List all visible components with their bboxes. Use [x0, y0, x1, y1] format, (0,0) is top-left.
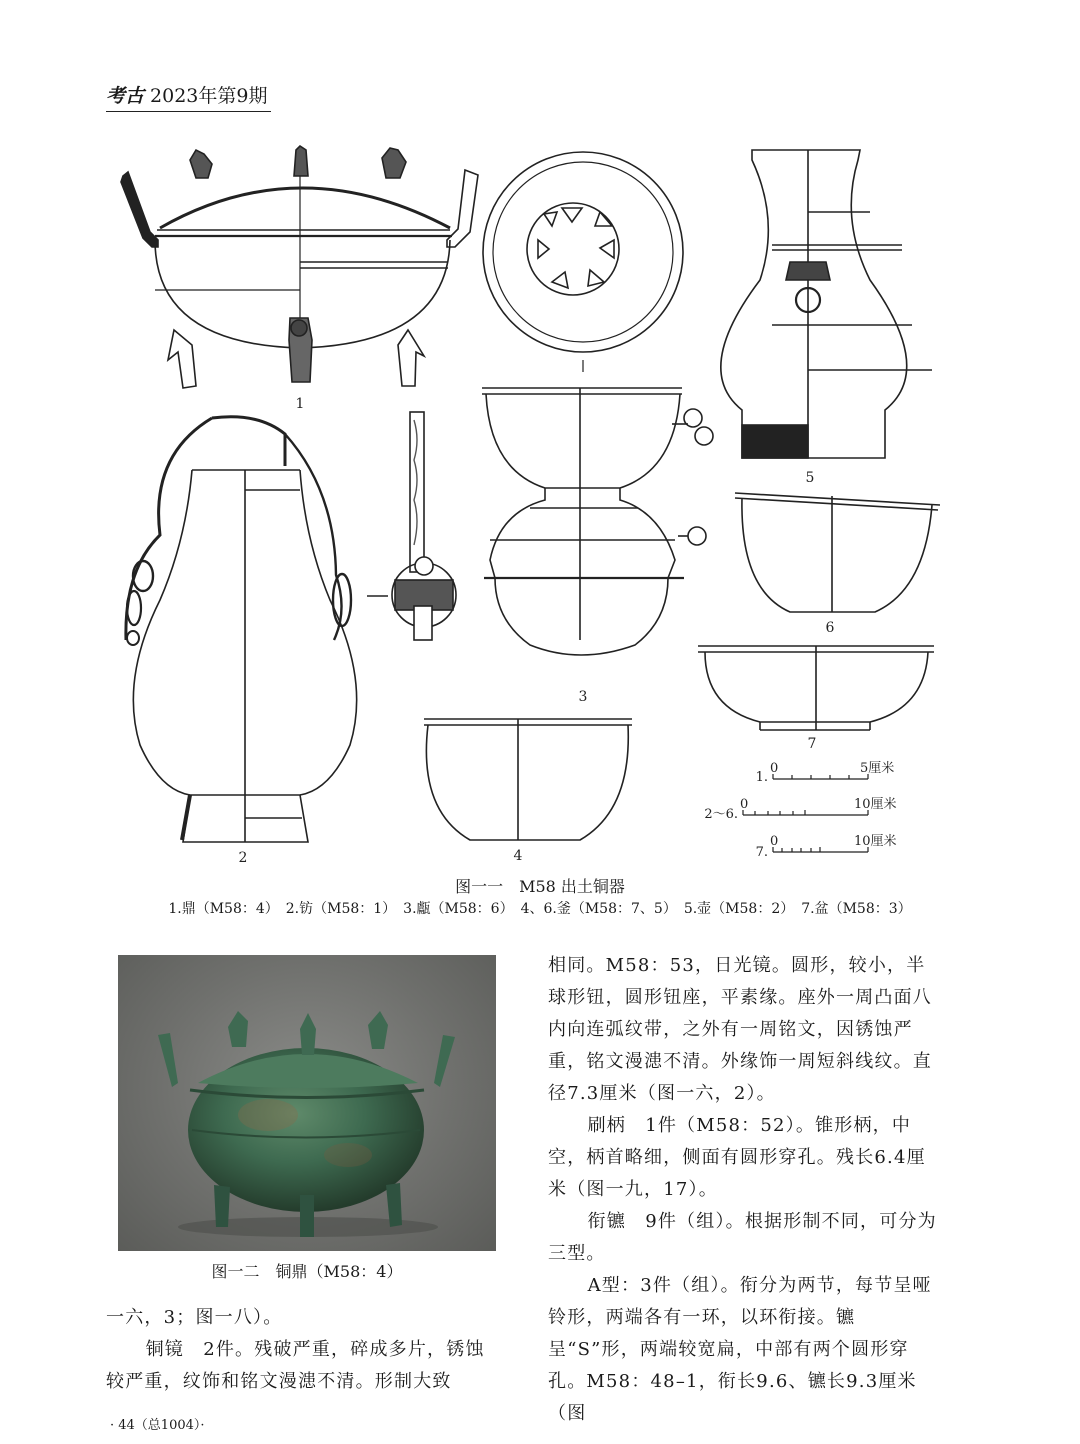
drawing-handle-detail	[367, 412, 456, 640]
figure-label-6: 6	[825, 620, 835, 636]
drawing-yan	[482, 388, 713, 655]
drawing-hu	[721, 150, 932, 458]
page-number: · 44（总1004）·	[110, 1418, 205, 1433]
scale-bar-1	[773, 774, 868, 779]
scale-bar-7-prefix: 7.	[755, 845, 768, 860]
figure-line-drawings	[100, 135, 940, 870]
figure-label-5: 5	[805, 470, 815, 486]
scale-bar-1-end: 5厘米	[860, 761, 895, 776]
drawing-mirror	[483, 152, 683, 352]
drawing-fu-6	[735, 493, 940, 612]
paragraph: 相同。M58：53，日光镜。圆形，较小，半球形钮，圆形钮座，平素缘。座外一周凸面八内向连弧纹带，之外有一周铭文，因锈蚀严重，铭文漫漶不清。外缘饰一周短斜线纹。直径7.3厘米（图一六，2）。	[548, 955, 932, 1104]
bronze-ding-photo	[118, 955, 496, 1251]
drawing-pen	[698, 646, 934, 730]
scale-bar-2-start: 0	[740, 797, 749, 812]
issue-label: 2023年第9期	[150, 85, 268, 107]
scale-bar-1-start: 0	[770, 761, 779, 776]
scale-bar-7-end: 10厘米	[854, 834, 897, 849]
paragraph: 刷柄 1件（M58：52）。锥形柄，中空，柄首略细，侧面有圆形穿孔。残长6.4厘米（图一九，17）。	[548, 1115, 926, 1200]
paragraph: 一六，3；图一八）。	[106, 1307, 283, 1328]
figure-label-7: 7	[807, 736, 817, 752]
scale-bar-2-6	[743, 810, 868, 815]
figure-11-caption: 图一一 M58 出土铜器	[455, 877, 625, 896]
figure-12-caption: 图一二 铜鼎（M58：4）	[211, 1262, 403, 1281]
journal-logo: 考古	[106, 85, 145, 107]
figure-label-3: 3	[578, 689, 588, 705]
scale-bar-2-end: 10厘米	[854, 797, 897, 812]
right-column-text	[548, 950, 944, 1430]
figure-11-legend: 1.鼎（M58：4） 2.钫（M58：1） 3.甗（M58：6） 4、6.釜（M58：7、5） 5.壶（M58：2） 7.盆（M58：3）	[168, 901, 912, 917]
drawing-fu-4	[424, 719, 632, 840]
figure-label-2: 2	[238, 850, 248, 866]
running-header	[106, 84, 271, 112]
paragraph: 衔镳 9件（组）。根据形制不同，可分为三型。	[548, 1211, 937, 1264]
drawing-ding	[121, 146, 478, 388]
drawing-fang	[126, 417, 357, 842]
left-column-text	[106, 1302, 501, 1398]
paragraph: 铜镜 2件。残破严重，碎成多片，锈蚀较严重，纹饰和铭文漫漶不清。形制大致	[106, 1339, 485, 1392]
scale-bar-2-prefix: 2～6.	[704, 807, 738, 822]
scale-bar-7-start: 0	[770, 834, 779, 849]
figure-label-1: 1	[295, 396, 305, 412]
paragraph: A型：3件（组）。衔分为两节，每节呈哑铃形，两端各有一环，以环衔接。镳呈“S”形，两端较宽扁，中部有两个圆形穿孔。M58：48–1，衔长9.6、镳长9.3厘米（图	[548, 1275, 932, 1424]
scale-bar-1-prefix: 1.	[755, 770, 768, 785]
figure-label-4: 4	[513, 848, 523, 864]
